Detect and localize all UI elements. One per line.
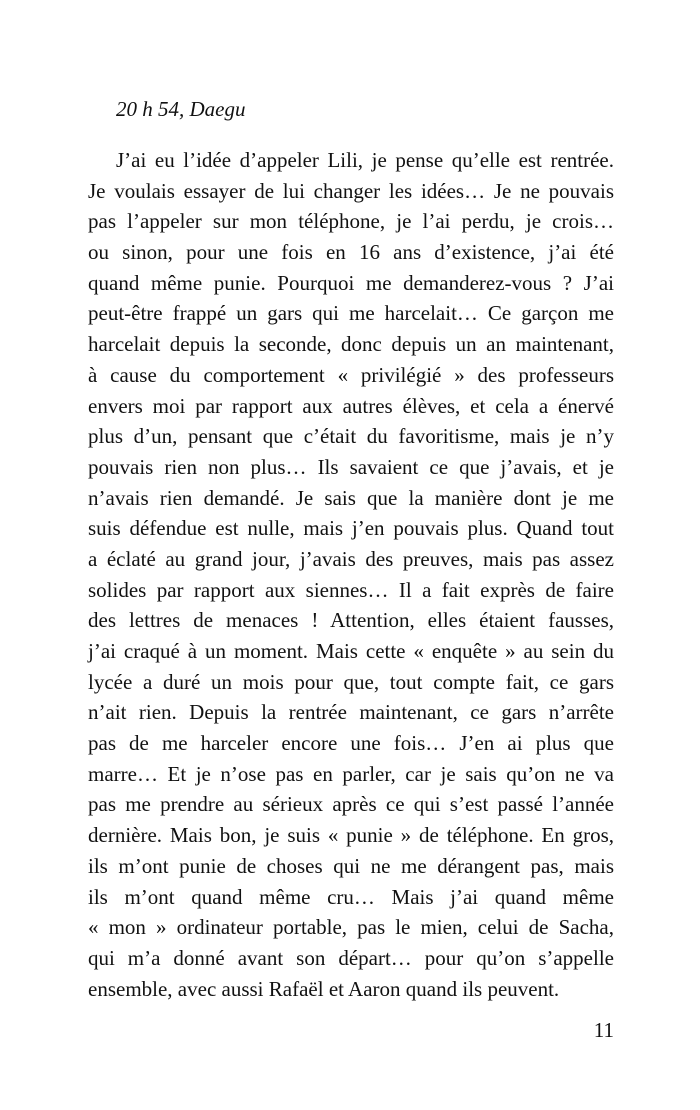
book-page: [88, 0, 614, 1110]
entry-heading: 20 h 54, Daegu: [116, 97, 246, 121]
body-line: ensemble, avec aussi Rafaël et Aaron quand ils peuvent.: [88, 976, 560, 1001]
body-line: n’avais rien demandé. Je sais que la manière dont je me: [88, 485, 614, 510]
body-line: qui m’a donné avant son départ… pour qu’on s’appelle: [88, 945, 614, 970]
body-line: j’ai craqué à un moment. Mais cette « enquête » au sein du: [88, 639, 614, 663]
body-line: des lettres de menaces ! Attention, elles étaient fausses,: [88, 608, 614, 633]
body-line: « mon » ordinateur portable, pas le mien, celui de Sacha,: [88, 915, 614, 940]
body-line: a éclaté au grand jour, j’avais des preuves, mais pas assez: [88, 546, 614, 571]
body-line: dernière. Mais bon, je suis « punie » de téléphone. En gros,: [88, 823, 614, 848]
body-line: quand même punie. Pourquoi me demanderez-vous ? J’ai: [88, 270, 614, 295]
body-line: pouvais rien non plus… Ils savaient ce que j’avais, et je: [88, 454, 614, 479]
body-line: envers moi par rapport aux autres élèves, et cela a énervé: [88, 393, 614, 418]
body-line: pas de me harceler encore une fois… J’en ai plus que: [88, 731, 614, 756]
body-line: Je voulais essayer de lui changer les idées… Je ne pouvais: [88, 178, 614, 203]
body-line: J’ai eu l’idée d’appeler Lili, je pense qu’elle est rentrée.: [116, 148, 614, 172]
body-line: à cause du comportement « privilégié » des professeurs: [88, 362, 614, 387]
body-line: lycée a duré un mois pour que, tout compte fait, ce gars: [88, 669, 614, 694]
body-line: plus d’un, pensant que c’était du favoritisme, mais je n’y: [88, 424, 614, 449]
entry-body: [88, 145, 614, 1004]
body-line: n’ait rien. Depuis la rentrée maintenant, ce gars n’arrête: [88, 700, 614, 725]
body-line: solides par rapport aux siennes… Il a fait exprès de faire: [88, 577, 614, 602]
body-line: marre… Et je n’ose pas en parler, car je sais qu’on ne va: [88, 761, 614, 786]
body-line: suis défendue est nulle, mais j’en pouvais plus. Quand tout: [88, 516, 614, 541]
body-line: ou sinon, pour une fois en 16 ans d’existence, j’ai été: [88, 240, 614, 265]
body-line: ils m’ont punie de choses qui ne me dérangent pas, mais: [88, 853, 614, 878]
body-line: harcelait depuis la seconde, donc depuis un an maintenant,: [88, 332, 614, 357]
body-line: pas l’appeler sur mon téléphone, je l’ai perdu, je crois…: [88, 209, 614, 234]
body-line: pas me prendre au sérieux après ce qui s’est passé l’année: [88, 792, 614, 817]
page-number: 11: [593, 1018, 614, 1042]
body-line: ils m’ont quand même cru… Mais j’ai quand même: [88, 884, 614, 909]
body-line: peut-être frappé un gars qui me harcelait… Ce garçon me: [88, 301, 614, 326]
